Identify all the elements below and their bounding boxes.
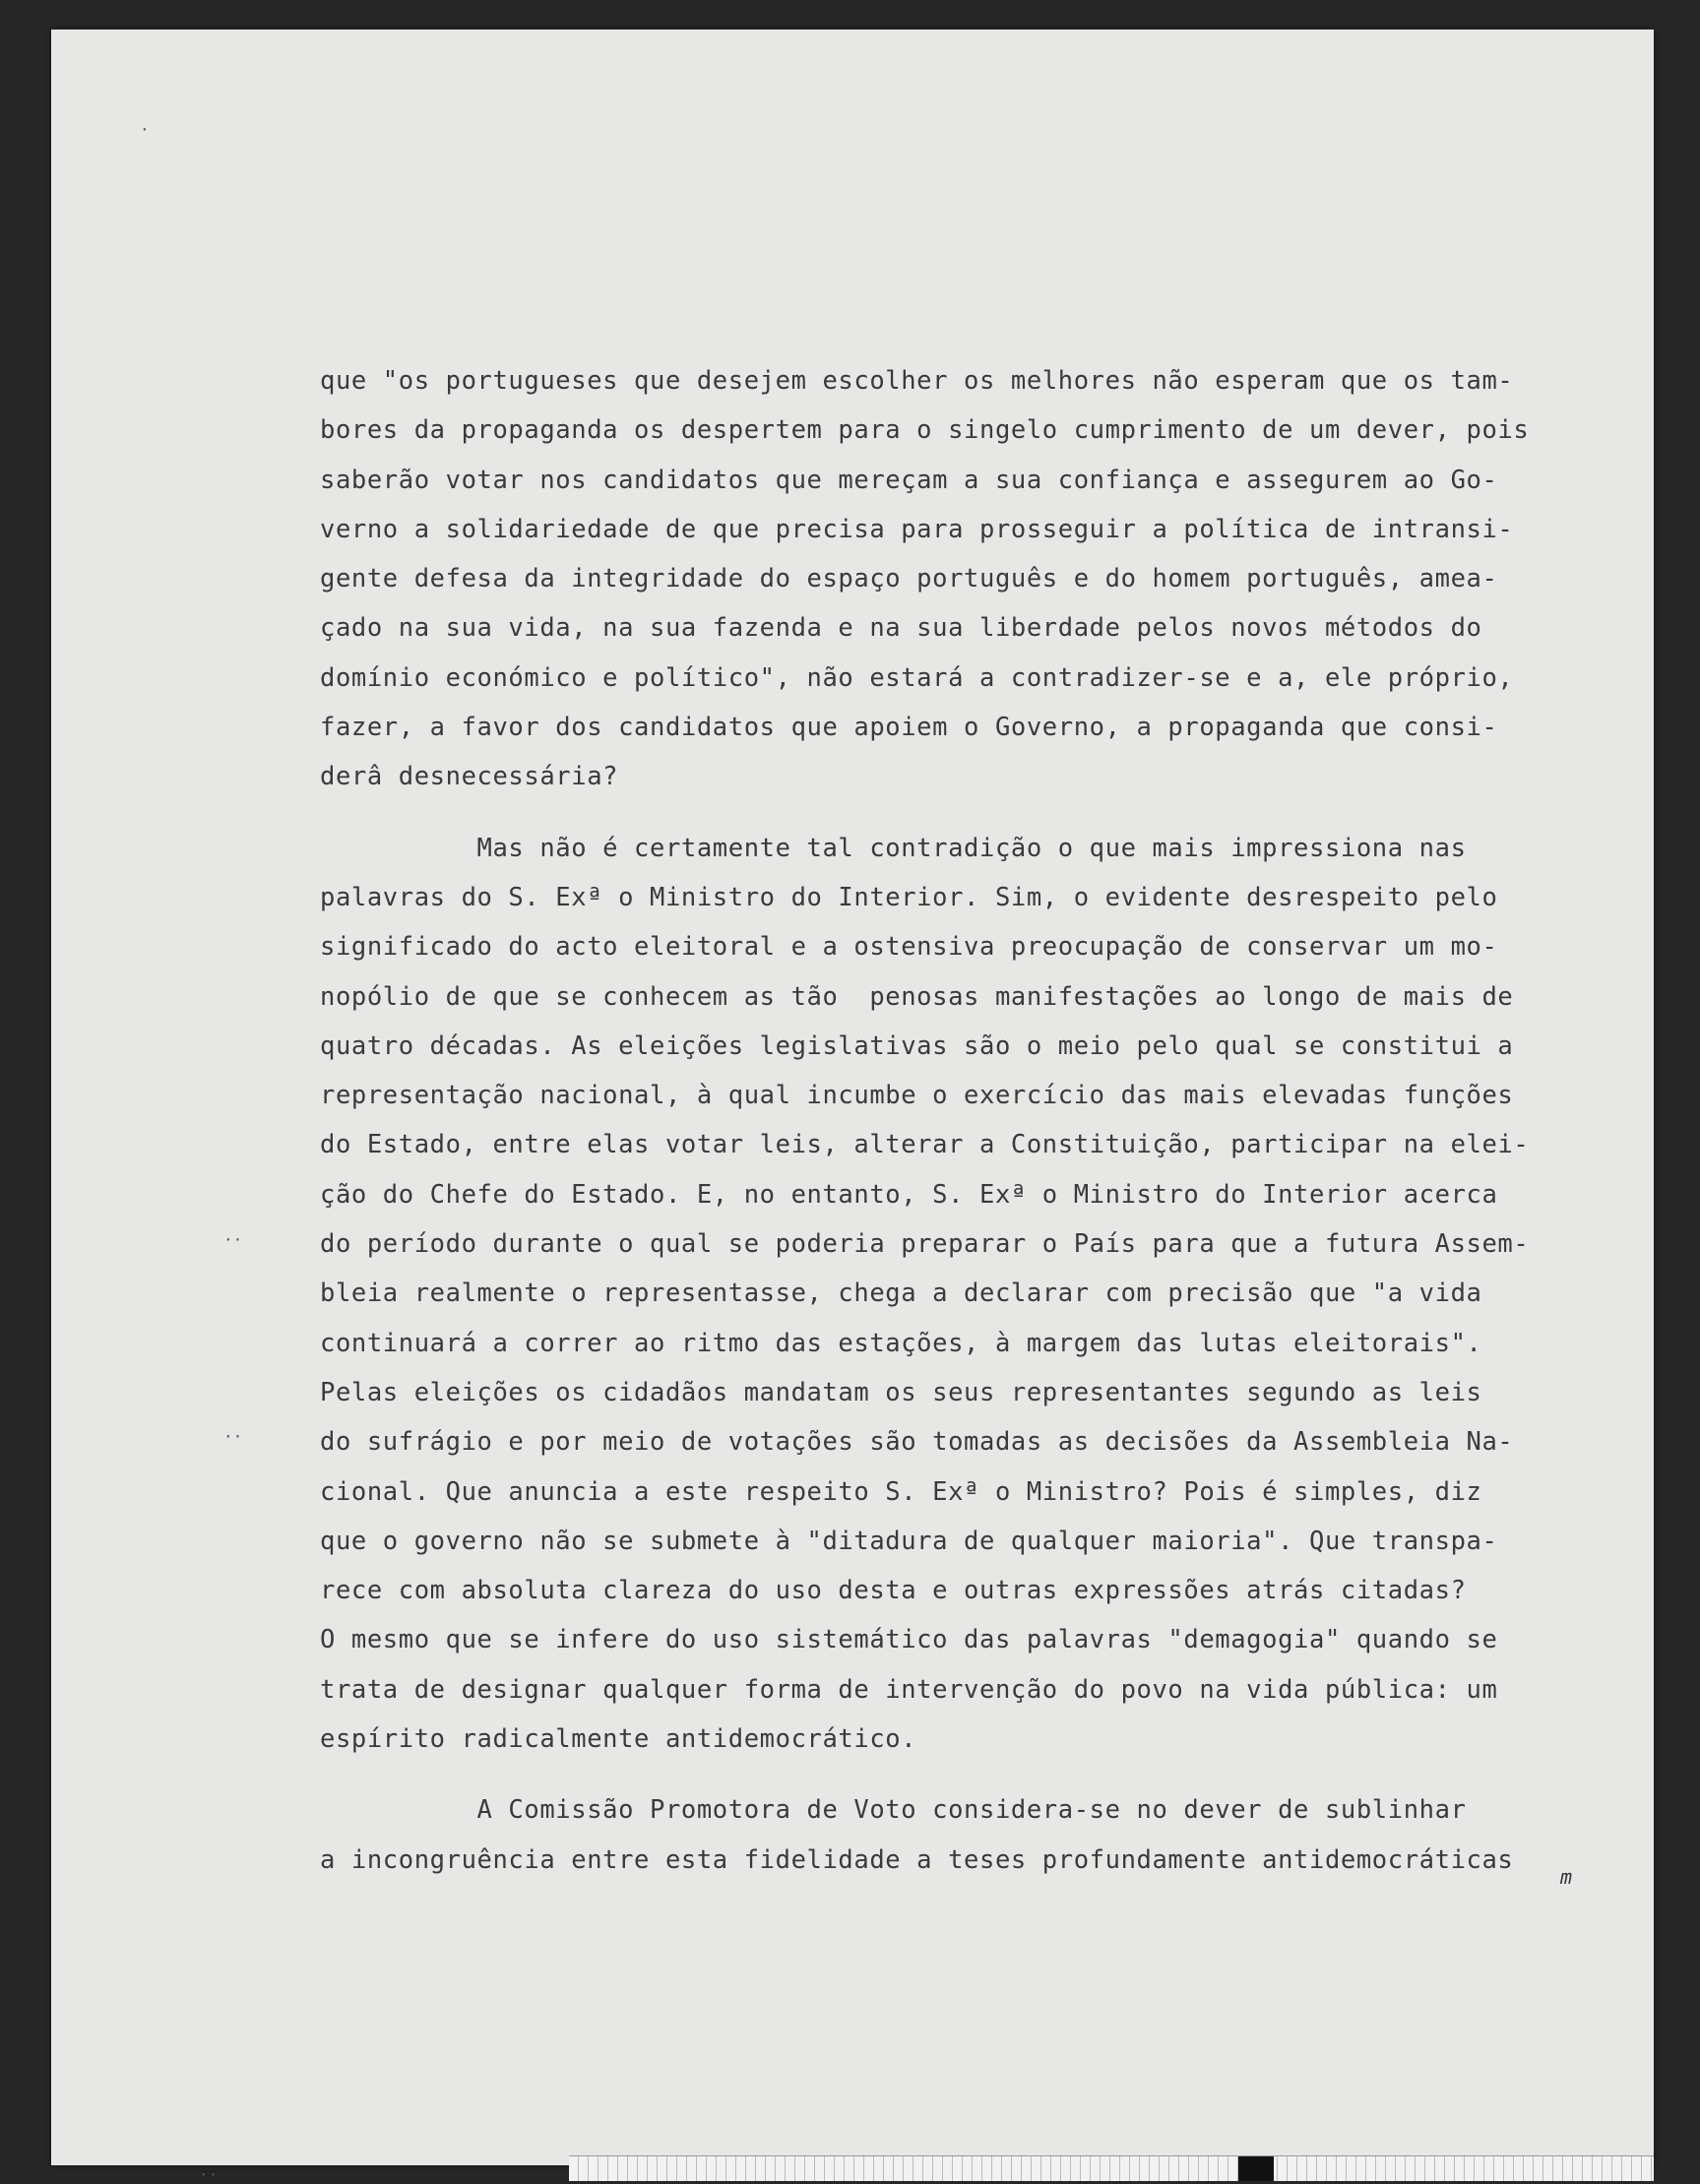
- text-line: continuará a correr ao ritmo das estações, à margem das lutas eleitorais".: [320, 1328, 1482, 1358]
- text-line: fazer, a favor dos candidatos que apoiem o Governo, a propaganda que consi-: [320, 713, 1498, 743]
- text-line: bleia realmente o representasse, chega a declarar com precisão que "a vida: [320, 1279, 1482, 1309]
- paragraph-3: [320, 1785, 1609, 1885]
- text-line: nopólio de que se conhecem as tão penosas manifestações ao longo de mais de: [320, 981, 1514, 1012]
- text-line: significado do acto eleitoral e a ostensiva preocupação de conservar um mo-: [320, 932, 1498, 963]
- ruler-dark-segment: [1238, 2156, 1274, 2181]
- text-line: do sufrágio e por meio de votações são tomadas as decisões da Assembleia Na-: [320, 1427, 1514, 1458]
- text-line: do período durante o qual se poderia preparar o País para que a futura Assem-: [320, 1229, 1530, 1260]
- text-line: A Comissão Promotora de Voto considera-se no dever de sublinhar: [320, 1795, 1467, 1826]
- text-line: derâ desnecessária?: [320, 762, 619, 792]
- text-line: a incongruência entre esta fidelidade a teses profundamente antidemocráticas: [320, 1844, 1514, 1875]
- stray-mark: ··: [199, 2165, 219, 2184]
- stray-mark: ·: [140, 120, 150, 139]
- text-line: bores da propaganda os despertem para o singelo cumprimento de um dever, pois: [320, 415, 1530, 446]
- continuation-mark: m: [1559, 1865, 1572, 1889]
- text-line: rece com absoluta clareza do uso desta e outras expressões atrás citadas?: [320, 1576, 1467, 1606]
- text-line: do Estado, entre elas votar leis, alterar a Constituição, participar na elei-: [320, 1130, 1530, 1160]
- text-line: que o governo não se submete à "ditadura de qualquer maioria". Que transpa-: [320, 1526, 1498, 1556]
- text-line: que "os portugueses que desejem escolher os melhores não esperam que os tam-: [320, 366, 1514, 396]
- document-body: [320, 356, 1609, 1885]
- paragraph-gap: [320, 802, 1609, 824]
- text-line: Pelas eleições os cidadãos mandatam os seus representantes segundo as leis: [320, 1377, 1482, 1407]
- paragraph-1: [320, 356, 1609, 802]
- text-line: cional. Que anuncia a este respeito S. Exª o Ministro? Pois é simples, diz: [320, 1476, 1482, 1507]
- text-line: gente defesa da integridade do espaço português e do homem português, amea-: [320, 564, 1498, 594]
- text-line: ção do Chefe do Estado. E, no entanto, S. Exª o Ministro do Interior acerca: [320, 1179, 1498, 1210]
- text-line: Mas não é certamente tal contradição o que mais impressiona nas: [320, 833, 1467, 863]
- text-line: O mesmo que se infere do uso sistemático das palavras "demagogia" quando se: [320, 1625, 1498, 1655]
- stray-mark: ··: [223, 1427, 243, 1446]
- text-line: espírito radicalmente antidemocrático.: [320, 1724, 917, 1755]
- text-line: verno a solidariedade de que precisa para prosseguir a política de intransi-: [320, 514, 1514, 544]
- text-line: representação nacional, à qual incumbe o exercício das mais elevadas funções: [320, 1081, 1514, 1111]
- stray-mark: ··: [223, 1230, 243, 1249]
- text-line: çado na sua vida, na sua fazenda e na sua liberdade pelos novos métodos do: [320, 613, 1482, 644]
- text-line: palavras do S. Exª o Ministro do Interior. Sim, o evidente desrespeito pelo: [320, 882, 1498, 912]
- text-line: domínio económico e político", não estará a contradizer-se e a, ele próprio,: [320, 662, 1514, 693]
- text-line: trata de designar qualquer forma de intervenção do povo na vida pública: um: [320, 1674, 1498, 1705]
- text-line: quatro décadas. As eleições legislativas são o meio pelo qual se constitui a: [320, 1030, 1514, 1061]
- text-line: saberão votar nos candidatos que mereçam a sua confiança e assegurem ao Go-: [320, 465, 1498, 495]
- paragraph-2: [320, 824, 1609, 1765]
- paragraph-gap: [320, 1764, 1609, 1785]
- scan-ruler: [569, 2155, 1654, 2181]
